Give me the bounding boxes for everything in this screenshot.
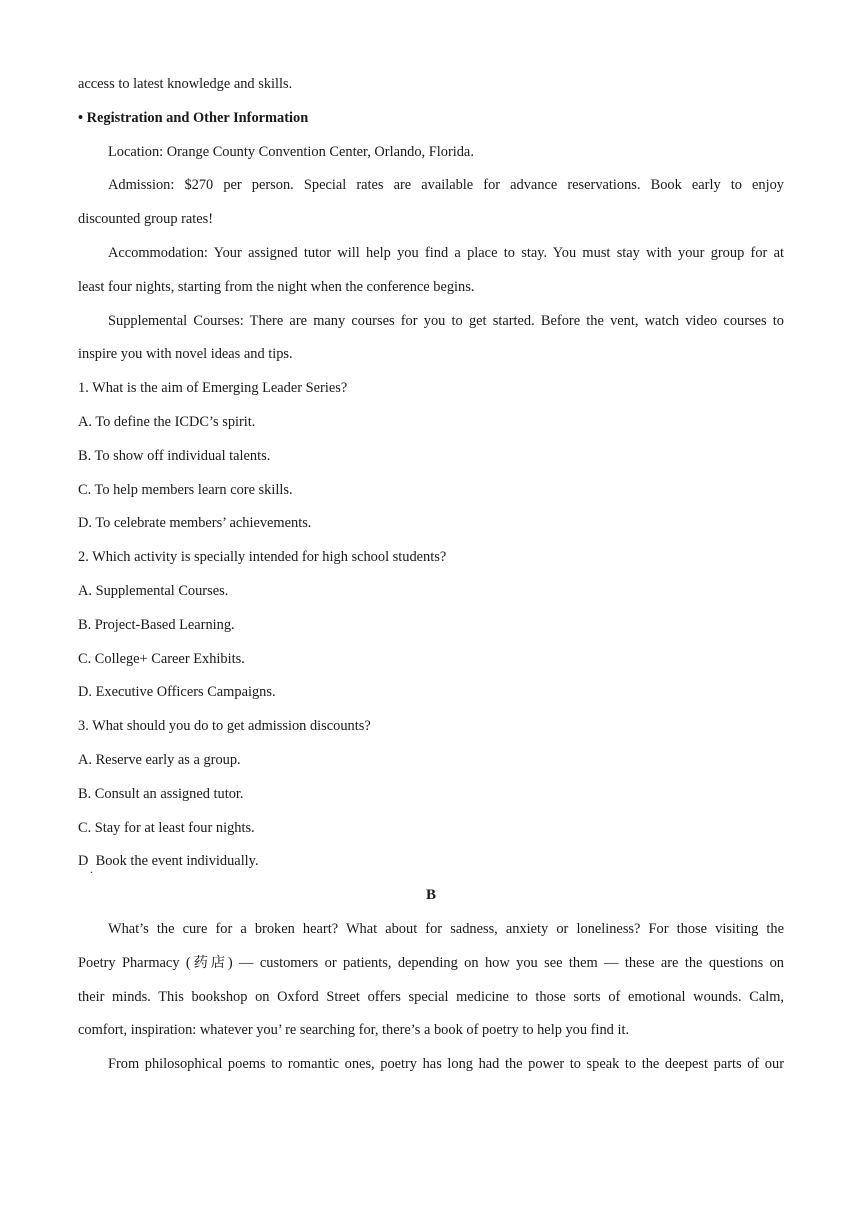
- question-1-option-b: B. To show off individual talents.: [78, 447, 271, 464]
- option-letter: D: [78, 853, 89, 870]
- question-1-option-a: A. To define the ICDC’s spirit.: [78, 413, 256, 430]
- question-3-option-d: [78, 845, 784, 879]
- section-b-p1-line-4: comfort, inspiration: whatever you’ re searching for, there’s a book of poetry to help you find it.: [78, 1022, 630, 1039]
- question-3-option-a: A. Reserve early as a group.: [78, 751, 241, 768]
- question-1-stem: 1. What is the aim of Emerging Leader Series?: [78, 380, 348, 397]
- continued-text-line: access to latest knowledge and skills.: [78, 76, 293, 92]
- registration-heading: • Registration and Other Information: [78, 109, 309, 126]
- supplemental-paragraph-line-1: Supplemental Courses: There are many courses for you to get started. Before the vent, watch video courses to: [108, 312, 784, 329]
- question-2-option-c: C. College+ Career Exhibits.: [78, 650, 245, 667]
- section-b-p2-line-1: From philosophical poems to romantic ones, poetry has long had the power to speak to the deepest parts of our: [108, 1056, 784, 1073]
- question-1-option-c: C. To help members learn core skills.: [78, 481, 293, 498]
- question-3-option-c: C. Stay for at least four nights.: [78, 819, 255, 836]
- question-2-option-a: A. Supplemental Courses.: [78, 582, 229, 599]
- section-b-title: B: [425, 887, 436, 904]
- location-paragraph: Location: Orange County Convention Center, Orlando, Florida.: [108, 143, 474, 160]
- admission-paragraph-line-2: discounted group rates!: [78, 211, 214, 228]
- section-b-p1-line-2: Poetry Pharmacy (药店) — customers or patients, depending on how you see them — these are the questions on: [78, 954, 784, 971]
- supplemental-paragraph-line-2: inspire you with novel ideas and tips.: [78, 346, 293, 363]
- section-b-p1-line-3: their minds. This bookshop on Oxford Street offers special medicine to those sorts of emotional wounds. Calm,: [78, 988, 784, 1005]
- question-2-option-d: D. Executive Officers Campaigns.: [78, 684, 276, 701]
- question-3-option-b: B. Consult an assigned tutor.: [78, 785, 244, 802]
- question-1-option-d: D. To celebrate members’ achievements.: [78, 515, 312, 532]
- question-3-stem: 3. What should you do to get admission discounts?: [78, 718, 371, 735]
- option-text: Book the event individually.: [95, 853, 259, 870]
- question-2-stem: 2. Which activity is specially intended for high school students?: [78, 549, 447, 566]
- admission-paragraph-line-1: Admission: $270 per person. Special rates are available for advance reservations. Book early to enjoy: [108, 177, 784, 194]
- accommodation-paragraph-line-2: least four nights, starting from the night when the conference begins.: [78, 278, 475, 295]
- accommodation-paragraph-line-1: Accommodation: Your assigned tutor will help you find a place to stay. You must stay with your group for at: [108, 244, 784, 261]
- document-page: [78, 68, 784, 1082]
- section-b-p1-line-1: What’s the cure for a broken heart? What about for sadness, anxiety or loneliness? For those visiting the: [108, 920, 784, 937]
- option-dot: .: [90, 862, 93, 877]
- question-2-option-b: B. Project-Based Learning.: [78, 616, 235, 633]
